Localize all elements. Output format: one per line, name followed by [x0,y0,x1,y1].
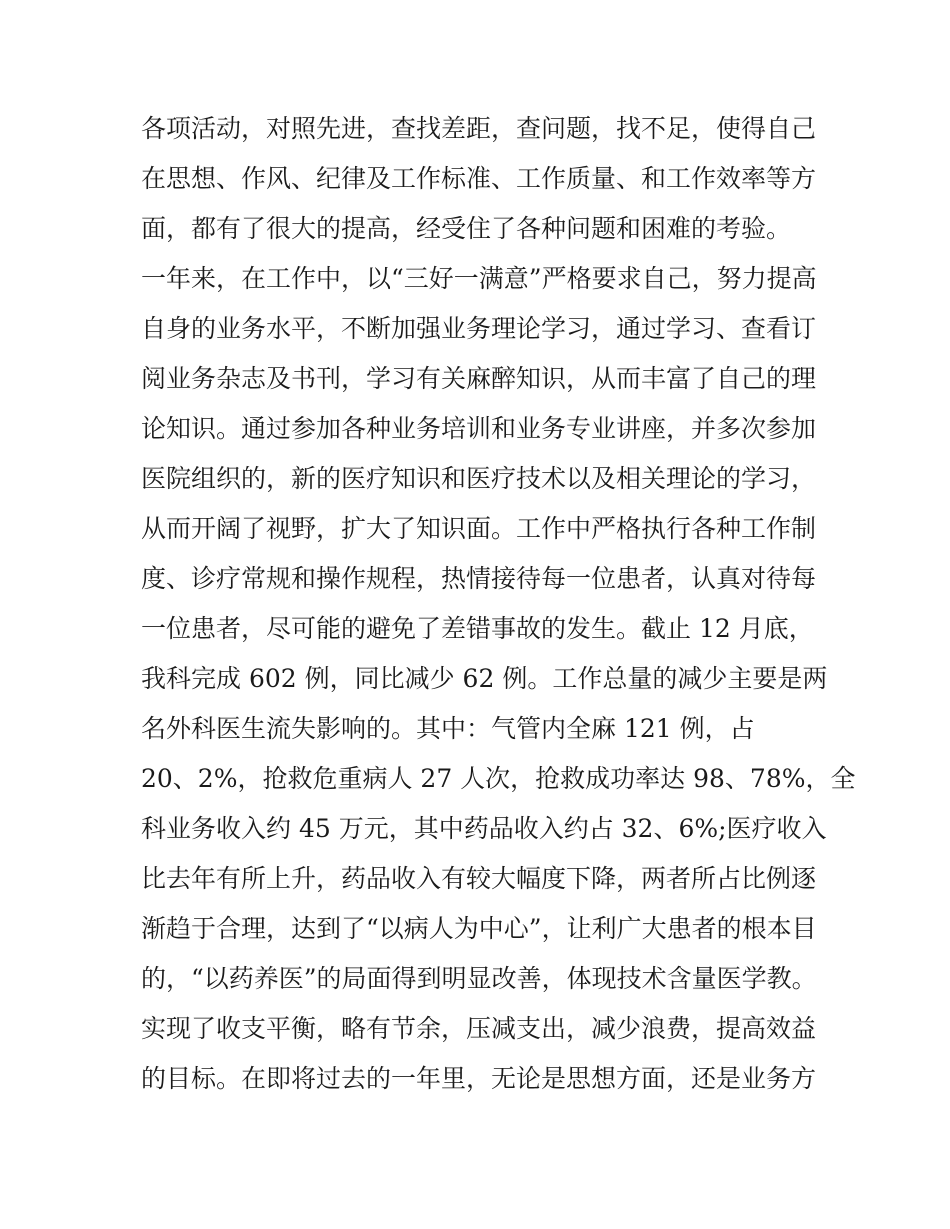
text-line: 渐趋于合理，达到了“以病人为中心”，让利广大患者的根本目 [141,914,817,943]
text-line: 阅业务杂志及书刊，学习有关麻醉知识，从而丰富了自己的理 [141,364,817,393]
text-line: 自身的业务水平，不断加强业务理论学习，通过学习、查看订 [141,314,817,343]
text-line: 度、诊疗常规和操作规程，热情接待每一位患者，认真对待每 [141,564,817,593]
text-line: 论知识。通过参加各种业务培训和业务专业讲座，并多次参加 [141,414,817,443]
text-line: 从而开阔了视野，扩大了知识面。工作中严格执行各种工作制 [141,514,817,543]
text-line: 实现了收支平衡，略有节余，压减支出，减少浪费，提高效益 [141,1014,817,1043]
text-line: 一位患者，尽可能的避免了差错事故的发生。截止 12 月底， [141,614,814,643]
text-line: 的目标。在即将过去的一年里，无论是思想方面，还是业务方 [141,1064,817,1093]
text-line: 我科完成 602 例，同比减少 62 例。工作总量的减少主要是两 [141,664,828,693]
text-line: 科业务收入约 45 万元，其中药品收入约占 32、6%;医疗收入 [141,814,827,843]
text-line: 比去年有所上升，药品收入有较大幅度下降，两者所占比例逐 [141,864,817,893]
text-line: 在思想、作风、纪律及工作标准、工作质量、和工作效率等方 [141,164,817,193]
text-line: 的，“以药养医”的局面得到明显改善，体现技术含量医学教。 [141,964,817,993]
text-line: 面，都有了很大的提高，经受住了各种问题和困难的考验。 [141,214,792,243]
text-line: 医院组织的，新的医疗知识和医疗技术以及相关理论的学习， [141,464,817,493]
text-line: 名外科医生流失影响的。其中：气管内全麻 121 例，占 [141,714,755,743]
text-line: 20、2%，抢救危重病人 27 人次，抢救成功率达 98、78%，全 [141,764,856,793]
text-line: 各项活动，对照先进，查找差距，查问题，找不足，使得自己 [141,114,817,143]
text-line: 一年来，在工作中，以“三好一满意”严格要求自己，努力提高 [141,264,817,293]
